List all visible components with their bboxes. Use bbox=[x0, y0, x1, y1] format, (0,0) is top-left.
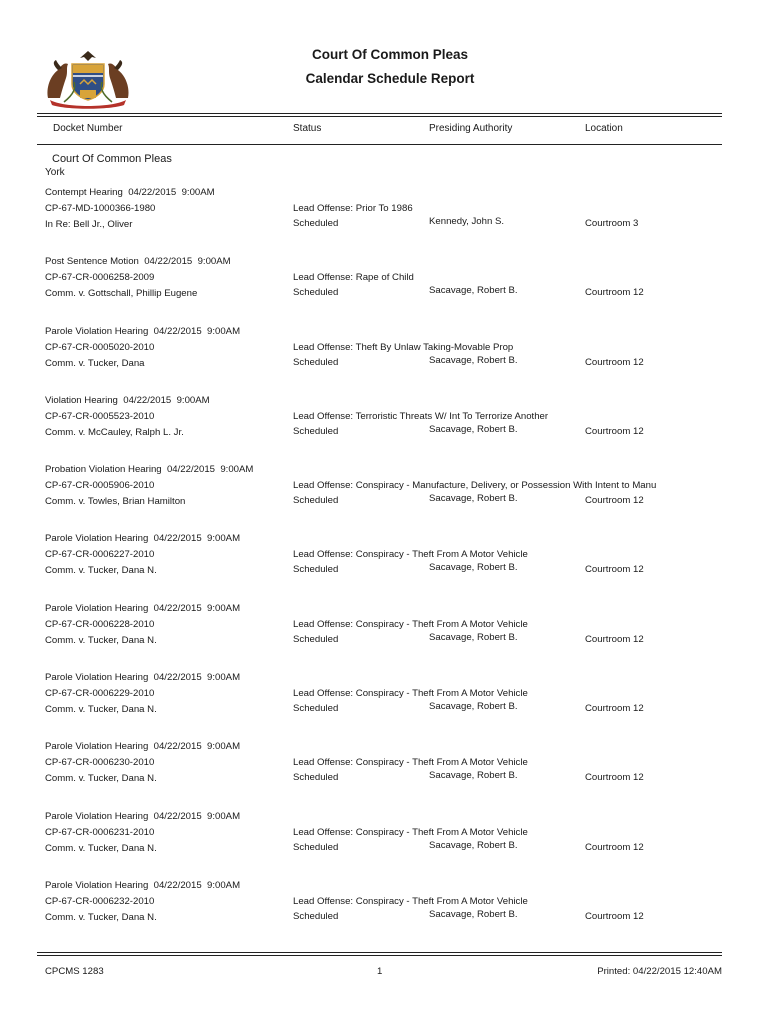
case-caption: In Re: Bell Jr., Oliver bbox=[45, 219, 133, 230]
presiding-authority: Sacavage, Robert B. bbox=[429, 354, 518, 366]
entry-status: Scheduled bbox=[293, 703, 339, 715]
docket-number: CP-67-CR-0005906-2010 bbox=[45, 480, 155, 492]
calendar-entry bbox=[0, 256, 768, 325]
entry-status: Scheduled bbox=[293, 910, 339, 922]
docket-number: CP-67-CR-0006258-2009 bbox=[45, 272, 155, 284]
case-caption: Comm. v. Gottschall, Phillip Eugene bbox=[45, 288, 198, 300]
calendar-entry bbox=[0, 672, 768, 741]
calendar-entry bbox=[0, 741, 768, 810]
docket-number: CP-67-CR-0006230-2010 bbox=[45, 757, 155, 769]
docket-number: CP-67-CR-0006229-2010 bbox=[45, 688, 155, 700]
presiding-authority: Sacavage, Robert B. bbox=[429, 423, 518, 435]
presiding-authority: Sacavage, Robert B. bbox=[429, 631, 518, 643]
presiding-authority: Sacavage, Robert B. bbox=[429, 908, 518, 920]
event-line: Parole Violation Hearing 04/22/2015 9:00AM bbox=[45, 602, 241, 614]
footer-rule-top bbox=[37, 952, 722, 953]
entry-status: Scheduled bbox=[293, 564, 339, 576]
calendar-entry bbox=[0, 811, 768, 880]
courtroom: Courtroom 12 bbox=[585, 495, 644, 507]
docket-number: CP-67-CR-0006227-2010 bbox=[45, 549, 155, 561]
case-caption: Comm. v. Tucker, Dana N. bbox=[45, 704, 157, 716]
courtroom: Courtroom 12 bbox=[585, 425, 644, 437]
case-caption: Comm. v. Tucker, Dana N. bbox=[45, 773, 157, 785]
header-rule-top bbox=[37, 113, 722, 114]
header-rule-top-double bbox=[37, 116, 722, 117]
lead-offense: Lead Offense: Conspiracy - Theft From A Motor Vehicle bbox=[293, 895, 528, 907]
section-court-name: Court Of Common Pleas bbox=[52, 153, 172, 165]
lead-offense: Lead Offense: Conspiracy - Theft From A Motor Vehicle bbox=[293, 549, 528, 561]
event-line: Post Sentence Motion 04/22/2015 9:00AM bbox=[45, 256, 231, 268]
entry-status: Scheduled bbox=[293, 425, 339, 437]
event-line: Parole Violation Hearing 04/22/2015 9:00AM bbox=[45, 741, 241, 753]
column-header-location: Location bbox=[585, 123, 623, 134]
event-line: Probation Violation Hearing 04/22/2015 9:00AM bbox=[45, 464, 254, 476]
footer-rule-double bbox=[37, 955, 722, 956]
column-header-rule bbox=[37, 144, 722, 145]
calendar-entry bbox=[0, 533, 768, 602]
entry-status: Scheduled bbox=[293, 495, 339, 507]
presiding-authority: Sacavage, Robert B. bbox=[429, 701, 518, 713]
event-line: Contempt Hearing 04/22/2015 9:00AM bbox=[45, 187, 215, 198]
docket-number: CP-67-CR-0005020-2010 bbox=[45, 341, 155, 353]
courtroom: Courtroom 12 bbox=[585, 841, 644, 853]
case-caption: Comm. v. Tucker, Dana N. bbox=[45, 911, 157, 923]
docket-number: CP-67-CR-0005523-2010 bbox=[45, 410, 155, 422]
case-caption: Comm. v. Tucker, Dana N. bbox=[45, 842, 157, 854]
footer-page-number: 1 bbox=[377, 966, 383, 977]
calendar-entry bbox=[0, 880, 768, 949]
entry-status: Scheduled bbox=[293, 772, 339, 784]
case-caption: Comm. v. Tucker, Dana bbox=[45, 357, 145, 369]
courtroom: Courtroom 12 bbox=[585, 772, 644, 784]
lead-offense: Lead Offense: Conspiracy - Theft From A Motor Vehicle bbox=[293, 757, 528, 769]
calendar-entry bbox=[0, 603, 768, 672]
entry-status: Scheduled bbox=[293, 633, 339, 645]
presiding-authority: Sacavage, Robert B. bbox=[429, 839, 518, 851]
footer-printed-timestamp: Printed: 04/22/2015 12:40AM bbox=[597, 966, 722, 977]
courtroom: Courtroom 12 bbox=[585, 910, 644, 922]
presiding-authority: Sacavage, Robert B. bbox=[429, 285, 518, 297]
courtroom: Courtroom 12 bbox=[585, 703, 644, 715]
case-caption: Comm. v. Tucker, Dana N. bbox=[45, 565, 157, 577]
presiding-authority: Sacavage, Robert B. bbox=[429, 493, 518, 505]
pennsylvania-coat-of-arms-icon bbox=[44, 48, 132, 110]
docket-number: CP-67-CR-0006228-2010 bbox=[45, 618, 155, 630]
lead-offense: Lead Offense: Rape of Child bbox=[293, 272, 414, 284]
lead-offense: Lead Offense: Theft By Unlaw Taking-Movable Prop bbox=[293, 341, 514, 353]
lead-offense: Lead Offense: Conspiracy - Theft From A Motor Vehicle bbox=[293, 618, 528, 630]
section-county: York bbox=[45, 167, 65, 178]
event-line: Parole Violation Hearing 04/22/2015 9:00AM bbox=[45, 672, 241, 684]
report-subtitle: Calendar Schedule Report bbox=[305, 71, 475, 86]
calendar-entry bbox=[0, 395, 768, 464]
entry-status: Scheduled bbox=[293, 841, 339, 853]
presiding-authority: Kennedy, John S. bbox=[429, 216, 505, 227]
event-line: Parole Violation Hearing 04/22/2015 9:00AM bbox=[45, 533, 241, 545]
column-header-authority: Presiding Authority bbox=[429, 123, 513, 134]
calendar-entry bbox=[0, 326, 768, 395]
case-caption: Comm. v. McCauley, Ralph L. Jr. bbox=[45, 426, 184, 438]
calendar-entries bbox=[0, 187, 768, 949]
courtroom: Courtroom 12 bbox=[585, 287, 644, 299]
courtroom: Courtroom 12 bbox=[585, 564, 644, 576]
event-line: Parole Violation Hearing 04/22/2015 9:00AM bbox=[45, 325, 241, 337]
entry-status: Scheduled bbox=[293, 218, 339, 229]
case-caption: Comm. v. Towles, Brian Hamilton bbox=[45, 496, 186, 508]
docket-number: CP-67-CR-0006232-2010 bbox=[45, 895, 155, 907]
lead-offense: Lead Offense: Conspiracy - Theft From A Motor Vehicle bbox=[293, 826, 528, 838]
calendar-entry bbox=[0, 464, 768, 533]
report-court-title: Court Of Common Pleas bbox=[311, 47, 468, 62]
footer-form-id: CPCMS 1283 bbox=[45, 966, 104, 977]
event-line: Parole Violation Hearing 04/22/2015 9:00AM bbox=[45, 810, 241, 822]
entry-status: Scheduled bbox=[293, 287, 339, 299]
lead-offense: Lead Offense: Terroristic Threats W/ Int To Terrorize Another bbox=[293, 410, 549, 422]
lead-offense: Lead Offense: Prior To 1986 bbox=[293, 203, 413, 214]
presiding-authority: Sacavage, Robert B. bbox=[429, 770, 518, 782]
courtroom: Courtroom 12 bbox=[585, 356, 644, 368]
column-header-docket: Docket Number bbox=[53, 123, 123, 134]
lead-offense: Lead Offense: Conspiracy - Manufacture, Delivery, or Possession With Intent to Manu bbox=[293, 480, 657, 492]
docket-number: CP-67-MD-1000366-1980 bbox=[45, 203, 156, 214]
presiding-authority: Sacavage, Robert B. bbox=[429, 562, 518, 574]
event-line: Violation Hearing 04/22/2015 9:00AM bbox=[45, 394, 210, 406]
courtroom: Courtroom 12 bbox=[585, 633, 644, 645]
lead-offense: Lead Offense: Conspiracy - Theft From A Motor Vehicle bbox=[293, 688, 528, 700]
column-header-status: Status bbox=[293, 123, 322, 134]
docket-number: CP-67-CR-0006231-2010 bbox=[45, 826, 155, 838]
case-caption: Comm. v. Tucker, Dana N. bbox=[45, 634, 157, 646]
courtroom: Courtroom 3 bbox=[585, 218, 639, 229]
calendar-entry bbox=[0, 187, 768, 256]
event-line: Parole Violation Hearing 04/22/2015 9:00AM bbox=[45, 879, 241, 891]
entry-status: Scheduled bbox=[293, 356, 339, 368]
